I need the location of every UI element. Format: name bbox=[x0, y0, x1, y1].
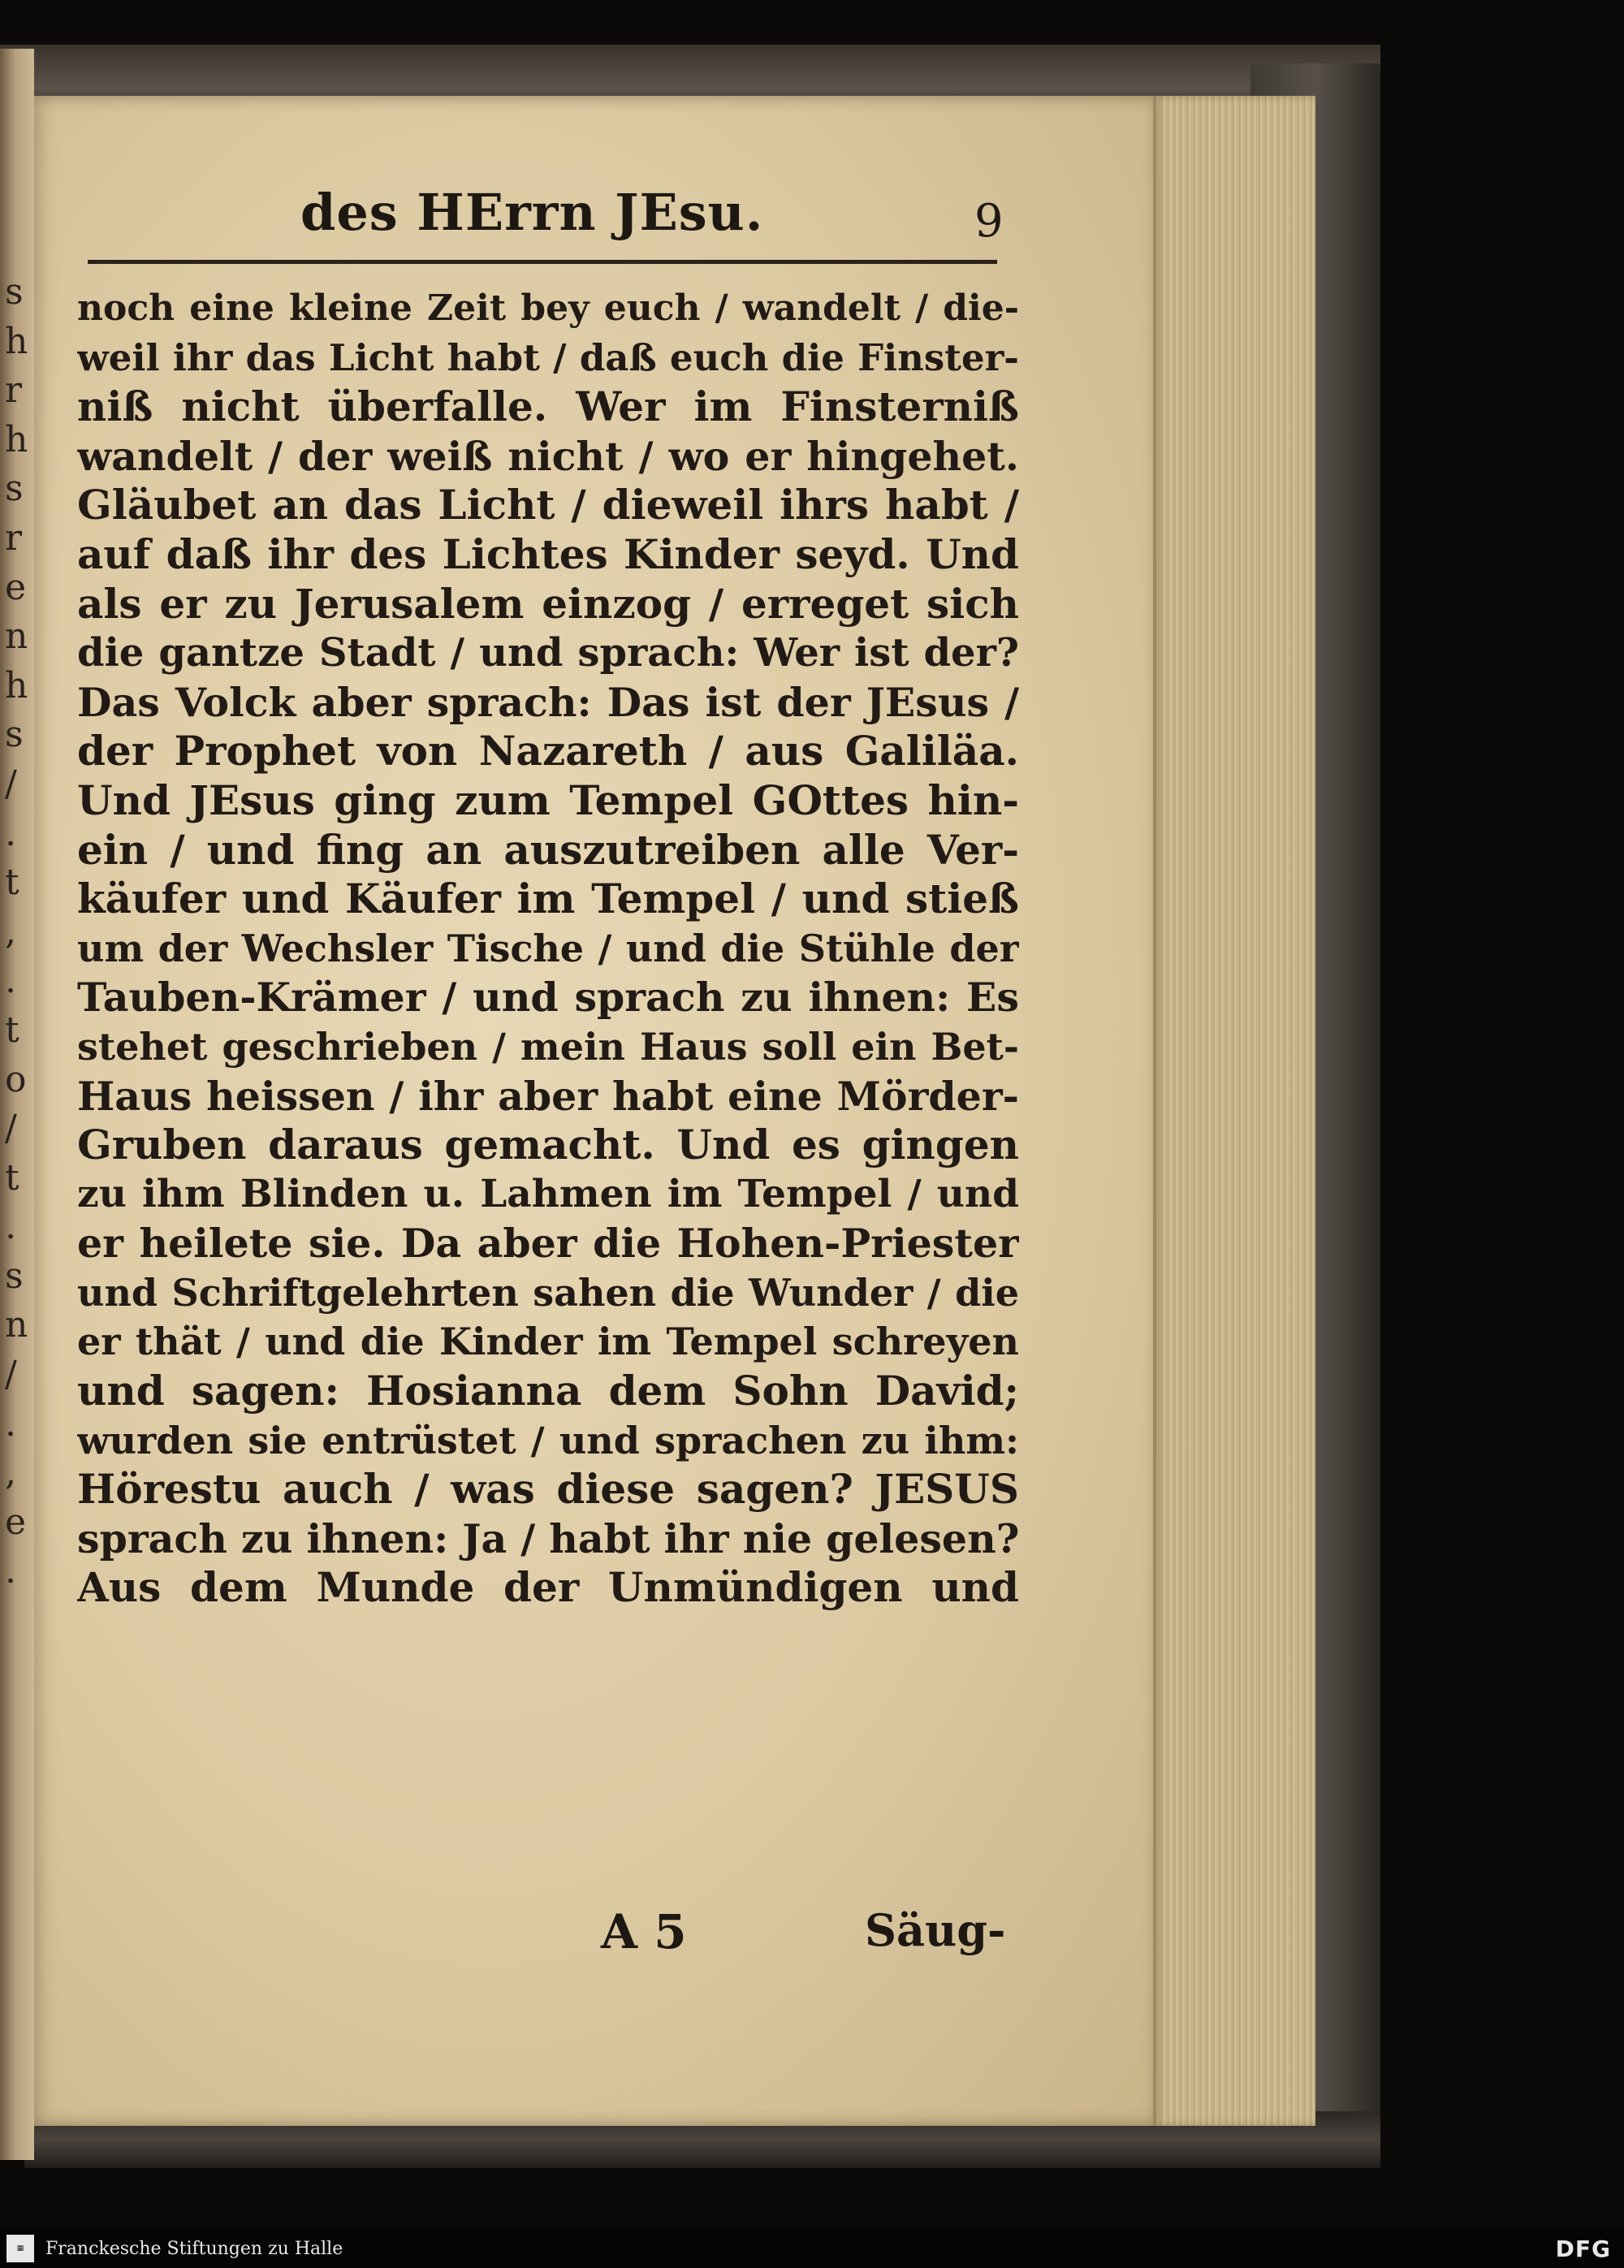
body-text bbox=[77, 284, 1019, 1613]
catchword: Säug- bbox=[865, 1904, 1006, 1956]
facing-page-glyph: e bbox=[5, 566, 27, 608]
text-line: sprach zu ihnen: Ja / habt ihr nie gelesen? bbox=[77, 1514, 1019, 1562]
text-line: und sagen: Hosianna dem Sohn David; bbox=[77, 1367, 1019, 1415]
facing-page-glyph: / bbox=[5, 1354, 17, 1396]
footer-bar bbox=[0, 2229, 1624, 2268]
foundation-logo-icon: ▦ bbox=[6, 2235, 34, 2262]
text-line: Das Volck aber sprach: Das ist der JEsus / bbox=[77, 678, 1019, 726]
facing-page-glyph: t bbox=[5, 1156, 19, 1199]
facing-page-glyph: t bbox=[5, 862, 19, 904]
facing-page-glyph: , bbox=[5, 1452, 16, 1494]
text-line: stehet geschrieben / mein Haus soll ein Bet- bbox=[77, 1024, 1019, 1069]
signature-mark: A 5 bbox=[601, 1904, 687, 1959]
text-line: der Prophet von Nazareth / aus Galiläa. bbox=[77, 727, 1019, 775]
facing-page-glyph: . bbox=[5, 960, 16, 1002]
facing-page-glyph: / bbox=[5, 1108, 17, 1150]
facing-page-glyph: , bbox=[5, 910, 16, 953]
text-line: zu ihm Blinden u. Lahmen im Tempel / und bbox=[77, 1171, 1019, 1216]
facing-page-glyph: n bbox=[5, 616, 28, 658]
text-line: Gruben daraus gemacht. Und es gingen bbox=[77, 1121, 1019, 1169]
facing-page-glyph: r bbox=[5, 369, 23, 412]
text-line: Gläubet an das Licht / dieweil ihrs habt / bbox=[77, 481, 1019, 529]
text-line: die gantze Stadt / und sprach: Wer ist der? bbox=[77, 630, 1019, 676]
text-line: weil ihr das Licht habt / daß euch die Finster- bbox=[77, 335, 1019, 379]
text-line: um der Wechsler Tische / und die Stühle der bbox=[77, 926, 1019, 970]
facing-page-glyph: . bbox=[5, 1402, 16, 1445]
page-fore-edge bbox=[1153, 96, 1315, 2126]
running-head: des HErrn JEsu. bbox=[300, 183, 764, 242]
facing-page-glyph: . bbox=[5, 1206, 16, 1248]
text-line: Tauben-Krämer / und sprach zu ihnen: Es bbox=[77, 974, 1019, 1022]
facing-page-glyph: / bbox=[5, 762, 17, 805]
facing-page-glyph: r bbox=[5, 516, 23, 559]
footer-funder-logo: DFG bbox=[1555, 2236, 1611, 2262]
text-line: Aus dem Munde der Unmündigen und bbox=[77, 1563, 1019, 1612]
text-line: ein / und fing an auszutreiben alle Ver- bbox=[77, 825, 1019, 874]
facing-page-glyph: n bbox=[5, 1304, 28, 1346]
text-line: Hörestu auch / was diese sagen? JESUS bbox=[77, 1465, 1019, 1514]
footer-institution: Franckesche Stiftungen zu Halle bbox=[45, 2238, 343, 2259]
text-line: und Schriftgelehrten sahen die Wunder / die bbox=[77, 1270, 1019, 1315]
facing-page-glyph: h bbox=[5, 664, 28, 706]
facing-page-glyph: h bbox=[5, 418, 28, 460]
text-line: als er zu Jerusalem einzog / erreget sich bbox=[77, 579, 1019, 628]
facing-page-glyph: s bbox=[5, 468, 24, 510]
text-line: noch eine kleine Zeit bey euch / wandelt / die- bbox=[77, 287, 1019, 329]
facing-page-glyph: . bbox=[5, 812, 16, 854]
facing-page-glyph: t bbox=[5, 1009, 19, 1051]
facing-page-glyph: . bbox=[5, 1550, 16, 1592]
head-rule bbox=[88, 260, 997, 264]
text-line: Haus heissen / ihr aber habt eine Mörder- bbox=[77, 1072, 1019, 1120]
facing-page-glyph: o bbox=[5, 1058, 27, 1100]
text-line: wurden sie entrüstet / und sprachen zu ihm: bbox=[77, 1418, 1019, 1462]
text-line: auf daß ihr des Lichtes Kinder seyd. Und bbox=[77, 529, 1019, 578]
text-line: Und JEsus ging zum Tempel GOttes hin- bbox=[77, 775, 1019, 824]
text-line: käufer und Käufer im Tempel / und stieß bbox=[77, 875, 1019, 923]
text-line: er thät / und die Kinder im Tempel schreyen bbox=[77, 1320, 1019, 1364]
facing-page-glyph: e bbox=[5, 1501, 27, 1543]
facing-page-line-ends bbox=[5, 268, 29, 1596]
text-line: er heilete sie. Da aber die Hohen-Priester bbox=[77, 1220, 1019, 1268]
facing-page-glyph: s bbox=[5, 714, 24, 756]
page-number: 9 bbox=[974, 195, 1004, 248]
facing-page-glyph: s bbox=[5, 271, 24, 313]
text-line: wandelt / der weiß nicht / wo er hingehet. bbox=[77, 432, 1019, 480]
facing-page-glyph: s bbox=[5, 1255, 24, 1297]
facing-page-glyph: h bbox=[5, 320, 28, 362]
text-line: niß nicht überfalle. Wer im Finsterniß bbox=[77, 382, 1019, 431]
